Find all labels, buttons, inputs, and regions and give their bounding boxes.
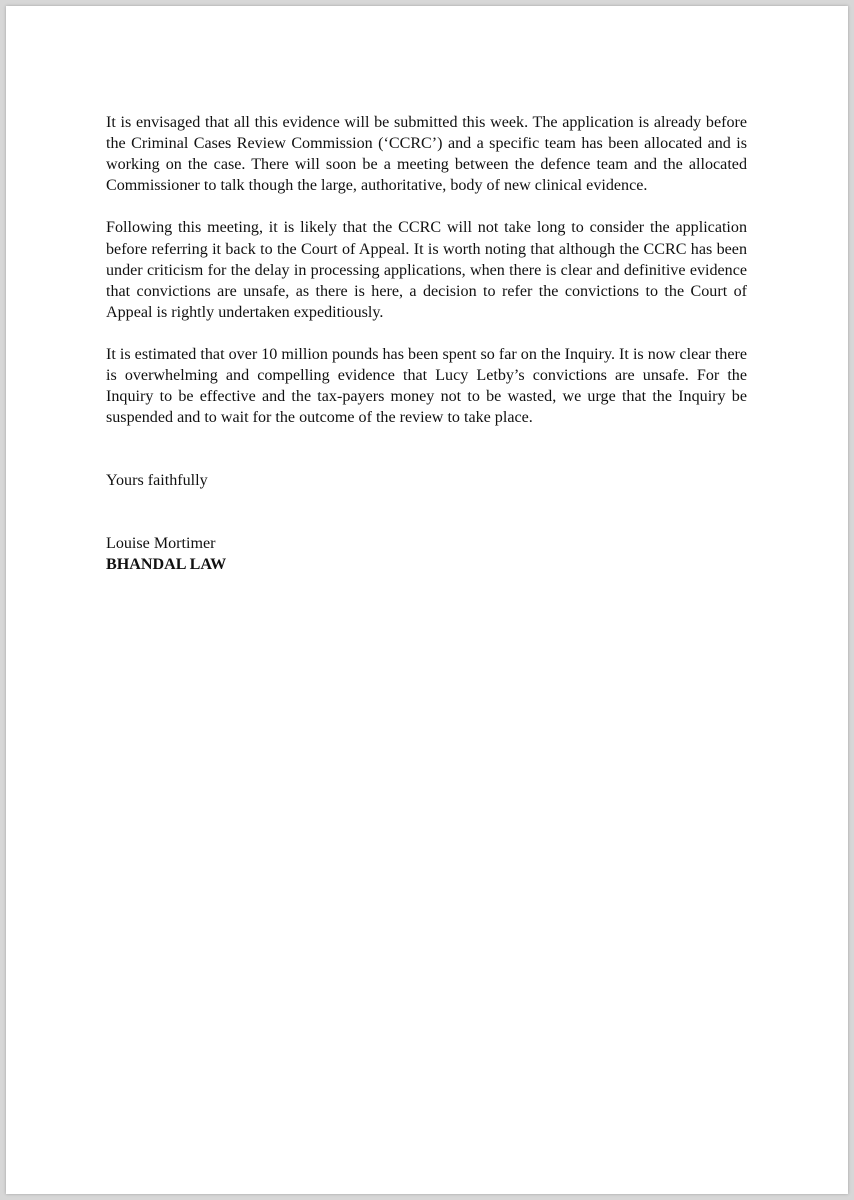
signatory-name: Louise Mortimer: [106, 535, 216, 552]
closing-line: Yours faithfully: [106, 471, 208, 489]
paragraph-ccrc-referral: Following this meeting, it is likely that the CCRC will not take long to consider the application before referring it back to the Court of Appeal. It is worth noting that although the CCRC has been under criticism for the delay in processing applications, when there is clear and definitive evidence that convictions are unsafe, as there is here, a decision to refer the convictions to the Court of Appeal is rightly undertaken expeditiously.: [106, 219, 747, 321]
paragraph-evidence-submission: It is envisaged that all this evidence will be submitted this week. The application is already before the Criminal Cases Review Commission (‘CCRC’) and a specific team has been allocated and is working on the case. There will soon be a meeting between the defence team and the allocated Commissioner to talk though the large, authoritative, body of new clinical evidence.: [106, 114, 747, 195]
letter-body: [106, 112, 747, 575]
firm-name: BHANDAL LAW: [106, 556, 227, 574]
paragraph-inquiry-suspension: It is estimated that over 10 million pounds has been spent so far on the Inquiry. It is now clear there is overwhelming and compelling evidence that Lucy Letby’s convictions are unsafe. For the Inquiry to be effective and the tax-payers money not to be wasted, we urge that the Inquiry be suspended and to wait for the outcome of the review to take place.: [106, 346, 747, 427]
document-page: [6, 6, 848, 1194]
